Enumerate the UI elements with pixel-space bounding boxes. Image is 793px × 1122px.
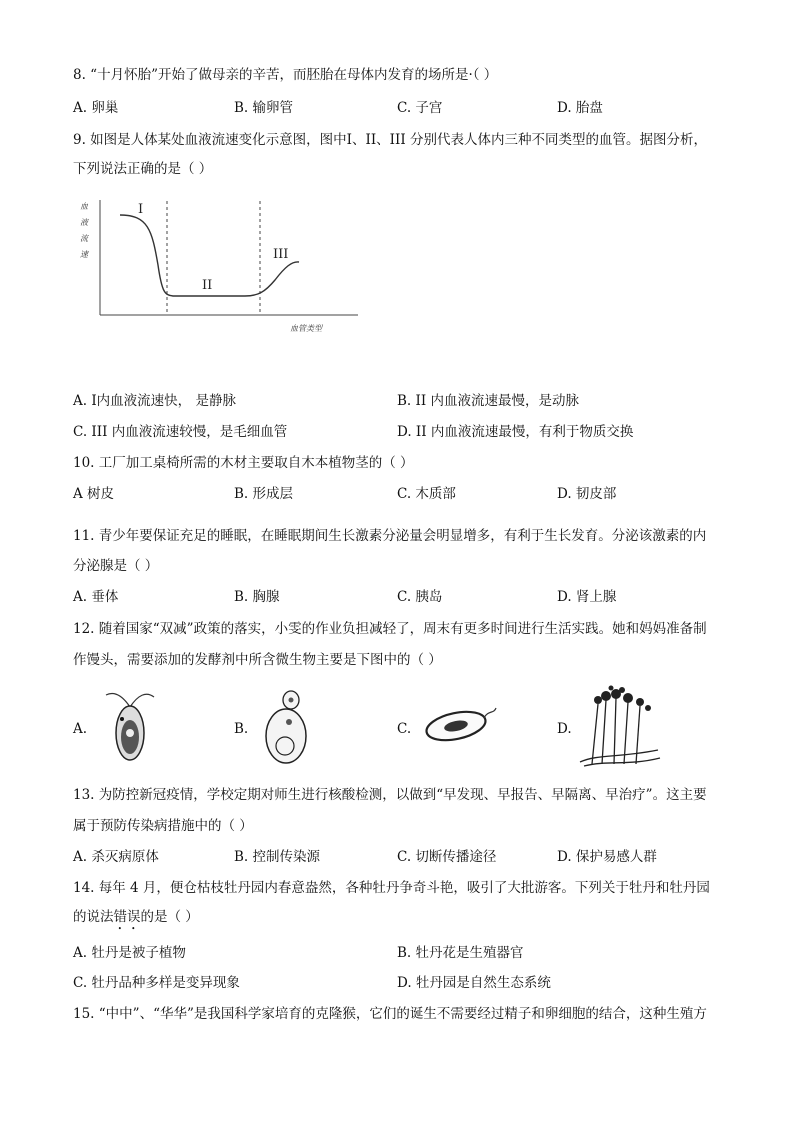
q8-option-d[interactable]: D. 胎盘 xyxy=(557,100,603,116)
q11-stem-line2: 分泌腺是（ ） xyxy=(73,558,159,574)
blood-flow-chart xyxy=(70,195,370,340)
q8-option-a[interactable]: A. 卵巢 xyxy=(73,100,119,116)
chart-y-label-2: 液 xyxy=(80,218,88,227)
q15-stem: 15. “中中”、“华华”是我国科学家培育的克隆猴，它们的诞生不需要经过精子和卵细胞的结合，这种生殖方 xyxy=(73,1006,707,1022)
q13-option-d[interactable]: D. 保护易感人群 xyxy=(557,849,657,865)
q11-option-d[interactable]: D. 肾上腺 xyxy=(557,589,617,605)
q14-option-a[interactable]: A. 牡丹是被子植物 xyxy=(73,945,186,961)
q12-option-c[interactable]: C. xyxy=(397,721,412,737)
q9-stem-line2: 下列说法正确的是（ ） xyxy=(73,161,213,177)
q12-option-a[interactable]: A. xyxy=(73,721,88,737)
chlamydomonas-image[interactable] xyxy=(100,685,160,765)
q14-stem-line2-post: 的是（ ） xyxy=(140,909,199,925)
q13-option-b[interactable]: B. 控制传染源 xyxy=(234,849,321,865)
chart-x-label: 血管类型 xyxy=(290,324,322,333)
q9-option-b[interactable]: B. II 内血液流速最慢，是动脉 xyxy=(397,393,579,409)
q10-option-b[interactable]: B. 形成层 xyxy=(234,486,294,502)
q13-option-a[interactable]: A. 杀灭病原体 xyxy=(73,849,159,865)
q14-emphasis-wrong: 错误 xyxy=(113,909,141,925)
penicillium-image[interactable] xyxy=(578,684,663,769)
q11-option-a[interactable]: A. 垂体 xyxy=(73,589,119,605)
chart-y-label-3: 流 xyxy=(80,234,88,243)
q14-stem-line1: 14. 每年 4 月，便仓枯枝牡丹园内春意盎然，各种牡丹争奇斗艳，吸引了大批游客。下列关于牡丹和牡丹园 xyxy=(73,880,710,896)
curve-label-iii: III xyxy=(273,247,289,262)
bacterium-image[interactable] xyxy=(422,700,502,748)
chart-y-label-4: 速 xyxy=(80,250,88,259)
curve-label-ii: II xyxy=(202,278,213,293)
q9-option-d[interactable]: D. II 内血液流速最慢，有利于物质交换 xyxy=(397,424,634,440)
yeast-image[interactable] xyxy=(258,688,314,766)
q14-stem-line2-pre: 的说法 xyxy=(73,909,114,925)
q11-option-c[interactable]: C. 胰岛 xyxy=(397,589,443,605)
q10-option-a[interactable]: A 树皮 xyxy=(73,486,115,502)
q10-option-d[interactable]: D. 韧皮部 xyxy=(557,486,617,502)
q12-option-d[interactable]: D. xyxy=(557,721,572,737)
q10-stem: 10. 工厂加工桌椅所需的木材主要取自木本植物茎的（ ） xyxy=(73,455,414,471)
q13-option-c[interactable]: C. 切断传播途径 xyxy=(397,849,497,865)
q14-option-c[interactable]: C. 牡丹品种多样是变异现象 xyxy=(73,975,240,991)
q9-option-a[interactable]: A. I内血液流速快， 是静脉 xyxy=(73,393,236,409)
q14-option-b[interactable]: B. 牡丹花是生殖器官 xyxy=(397,945,524,961)
q14-option-d[interactable]: D. 牡丹园是自然生态系统 xyxy=(397,975,551,991)
q12-stem-line1: 12. 随着国家“双减”政策的落实，小雯的作业负担减轻了，周末有更多时间进行生活实践。她和妈妈准备制 xyxy=(73,621,707,637)
curve-label-i: I xyxy=(138,202,144,217)
q13-stem-line1: 13. 为防控新冠疫情，学校定期对师生进行核酸检测，以做到“早发现、早报告、早隔离、早治疗”。这主要 xyxy=(73,787,707,803)
q11-option-b[interactable]: B. 胸腺 xyxy=(234,589,280,605)
q9-stem-line1: 9. 如图是人体某处血液流速变化示意图，图中I、II、III 分别代表人体内三种不同类型的血管。据图分析， xyxy=(73,132,707,148)
q12-option-b[interactable]: B. xyxy=(234,721,249,737)
q10-option-c[interactable]: C. 木质部 xyxy=(397,486,456,502)
q9-option-c[interactable]: C. III 内血液流速较慢，是毛细血管 xyxy=(73,424,288,440)
q8-option-b[interactable]: B. 输卵管 xyxy=(234,100,294,116)
q12-stem-line2: 作馒头，需要添加的发酵剂中所含微生物主要是下图中的（ ） xyxy=(73,652,442,668)
q8-stem: 8. “十月怀胎”开始了做母亲的辛苦，而胚胎在母体内发育的场所是·（ ） xyxy=(73,67,498,83)
q8-option-c[interactable]: C. 子宫 xyxy=(397,100,443,116)
q13-stem-line2: 属于预防传染病措施中的（ ） xyxy=(73,818,253,834)
q14-stem-line2 xyxy=(73,908,199,933)
chart-y-label-1: 血 xyxy=(80,202,88,211)
q11-stem-line1: 11. 青少年要保证充足的睡眠，在睡眠期间生长激素分泌量会明显增多，有利于生长发育。分泌该激素的内 xyxy=(73,528,707,544)
